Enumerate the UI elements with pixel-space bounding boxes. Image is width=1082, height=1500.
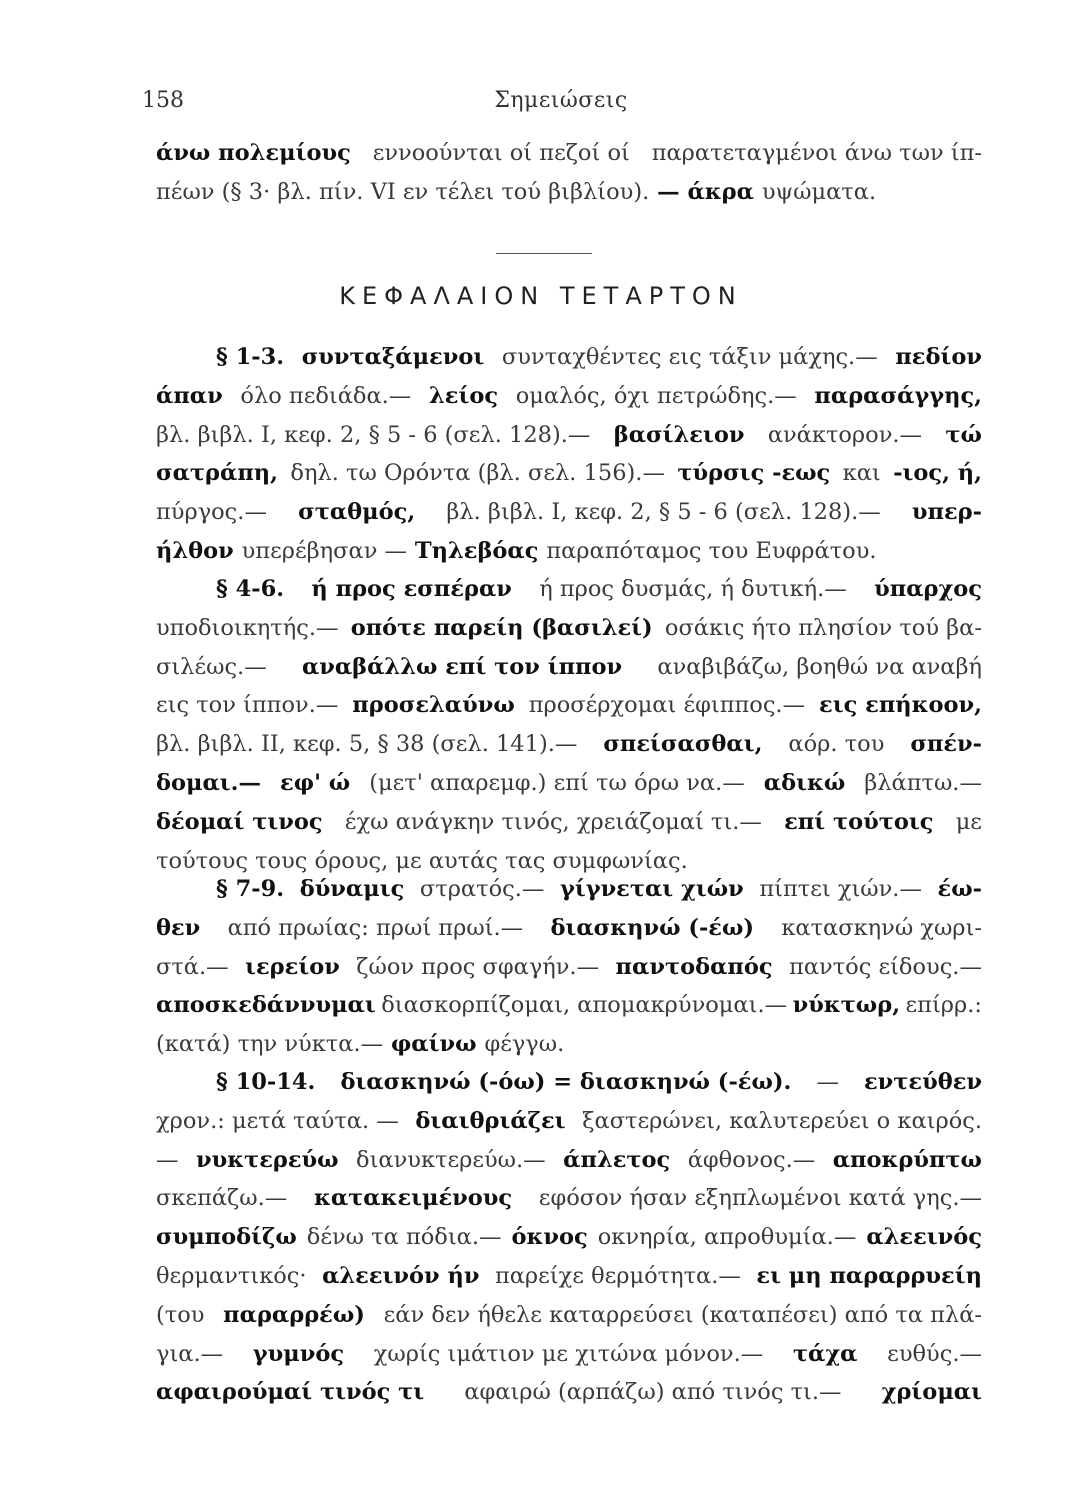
gloss: προσέρχομαι έφιππος.— <box>528 692 806 719</box>
gloss: ομαλός, όχι πετρώδης.— <box>515 382 797 409</box>
lemma: αποκρύπτω <box>832 1146 982 1173</box>
lemma: § 4-6. <box>216 576 285 602</box>
lemma: αδικώ <box>763 769 846 796</box>
gloss: βλ. βιβλ. II, κεφ. 5, § 38 (σελ. 141).— <box>156 731 578 758</box>
lemma: ήλθον <box>156 537 234 564</box>
text-line <box>156 570 982 609</box>
text-line <box>156 764 982 803</box>
text-line <box>156 986 982 1025</box>
gloss: στρατός.— <box>419 876 545 902</box>
section-7-9 <box>156 870 982 1064</box>
gloss: παραπόταμος του Ευφράτου. <box>546 537 877 564</box>
gloss: παρείχε θερμότητα.— <box>494 1262 741 1289</box>
gloss: διανυκτερεύω.— <box>356 1146 546 1173</box>
lemma: άπαν <box>156 382 223 409</box>
gloss: — <box>156 1146 179 1173</box>
lemma: παντοδαπός <box>615 953 773 980</box>
chapter-title: ΚΕΦΑΛΑΙΟΝ ΤΕΤΑΡΤΟΝ <box>339 282 743 310</box>
lemma: — άκρα <box>657 178 754 205</box>
gloss: εάν δεν ήθελε καταρρεύσει (καταπέσει) από τα πλά- <box>383 1301 982 1328</box>
lemma: σταθμός, <box>298 499 416 526</box>
lemma: γυμνός <box>252 1340 345 1367</box>
section-4-6 <box>156 570 982 880</box>
gloss: εφόσον ήσαν εξηπλωμένοι κατά γης.— <box>538 1185 982 1212</box>
text-line <box>156 1179 982 1218</box>
lemma: άνω πολεμίους <box>156 140 351 166</box>
gloss: συνταχθέντες εις τάξιν μάχης.— <box>501 344 878 370</box>
gloss: για.— <box>156 1340 224 1367</box>
lemma: εφ' ώ <box>280 769 351 796</box>
gloss: υψώματα. <box>761 178 877 205</box>
lemma: αφαιρούμαί τινός τι <box>156 1379 425 1406</box>
lemma: εις επήκοον, <box>819 692 982 719</box>
text-line <box>156 948 982 987</box>
gloss: οσάκις ήτο πλησίον τού βα- <box>664 614 982 641</box>
lemma: συνταξάμενοι <box>301 344 485 370</box>
gloss: αφαιρώ (αρπάζω) από τινός τι.— <box>464 1379 842 1406</box>
lemma: διασκηνώ (-έω) <box>550 914 755 941</box>
gloss: τούτους τους όρους, με αυτάς τας συμφωνίας. <box>156 847 688 874</box>
lemma: νυκτερεύω <box>195 1146 339 1173</box>
lemma: γίγνεται χιών <box>559 876 744 902</box>
lemma: Τηλεβόας <box>414 537 539 564</box>
gloss: σιλέως.— <box>156 653 267 680</box>
gloss: διασκορπίζομαι, απομακρύνομαι.— <box>381 992 788 1019</box>
lemma: πεδίον <box>895 344 982 370</box>
gloss: αναβιβάζω, βοηθώ να αναβή <box>657 653 982 680</box>
gloss: βλ. βιβλ. I, κεφ. 2, § 5 - 6 (σελ. 128).— <box>446 499 881 526</box>
lemma: άπλετος <box>563 1146 671 1173</box>
gloss: στά.— <box>156 953 229 980</box>
lemma: δέομαί τινος <box>156 808 323 835</box>
gloss: αόρ. του <box>788 731 885 758</box>
gloss: (του <box>156 1301 205 1328</box>
lemma: συμποδίζω <box>156 1224 297 1251</box>
running-head: Σημειώσεις <box>494 88 628 113</box>
gloss: βλάπτω.— <box>864 769 982 796</box>
gloss: δένω τα πόδια.— <box>306 1224 502 1251</box>
text-line <box>156 648 982 687</box>
text-line <box>156 493 982 532</box>
text-line <box>156 1025 982 1064</box>
gloss: πέων (§ 3· βλ. πίν. VI εν τέλει τού βιβλίου). <box>156 178 650 205</box>
text-line <box>156 870 982 909</box>
lemma: προσελαύνω <box>352 692 515 719</box>
text-line <box>156 454 982 493</box>
lemma: υπερ- <box>911 499 982 526</box>
gloss: άφθονος.— <box>687 1146 816 1173</box>
lemma: σατράπη, <box>156 460 278 487</box>
section-1-3 <box>156 338 982 571</box>
text-line <box>156 1335 982 1374</box>
gloss: ξαστερώνει, καλυτερεύει ο καιρός. <box>582 1107 982 1134</box>
gloss: — <box>816 1069 839 1095</box>
gloss: πίπτει χιών.— <box>759 876 922 902</box>
text-line <box>156 803 982 842</box>
lemma: εντεύθεν <box>863 1069 982 1095</box>
text-line <box>156 338 982 377</box>
text-line <box>156 1102 982 1141</box>
gloss: όλο πεδιάδα.— <box>240 382 412 409</box>
lemma: δύναμις <box>299 876 405 902</box>
lemma: ει μη παραρρυείη <box>756 1262 982 1289</box>
gloss: εννοούνται οί πεζοί οί <box>372 140 630 166</box>
gloss: ζώον προς σφαγήν.— <box>356 953 600 980</box>
gloss: χωρίς ιμάτιον με χιτώνα μόνον.— <box>373 1340 764 1367</box>
lemma: ύπαρχος <box>874 576 982 602</box>
text-line <box>156 909 982 948</box>
lemma: τάχα <box>792 1340 858 1367</box>
text-line <box>156 416 982 455</box>
text-line <box>156 1063 982 1102</box>
lemma: αναβάλλω επί τον ίππον <box>301 653 623 680</box>
lemma: όκνος <box>511 1224 588 1251</box>
gloss: ή προς δυσμάς, ή δυτική.— <box>539 576 847 602</box>
section-10-14 <box>156 1063 982 1412</box>
gloss: ευθύς.— <box>887 1340 982 1367</box>
gloss: υπερέβησαν — <box>241 537 408 564</box>
lemma: § 1-3. <box>216 344 285 370</box>
gloss: φέγγω. <box>484 1031 565 1058</box>
page-header <box>142 88 980 122</box>
text-line <box>156 1141 982 1180</box>
text-line <box>156 173 982 212</box>
lemma: λείος <box>429 382 499 409</box>
text-line <box>156 1373 982 1412</box>
lemma: επί τούτοις <box>784 808 934 835</box>
text-line <box>156 725 982 764</box>
gloss: επίρρ.: <box>905 992 982 1019</box>
gloss: παντός είδους.— <box>789 953 982 980</box>
gloss: (μετ' απαρεμφ.) επί τω όρω να.— <box>369 769 745 796</box>
lemma: θεν <box>156 914 201 941</box>
gloss: χρον.: μετά ταύτα. — <box>156 1107 399 1134</box>
gloss: παρατεταγμένοι άνω των ίπ- <box>651 140 982 166</box>
lemma: τύρσις -εως <box>677 460 831 487</box>
lemma: βασίλειον <box>613 421 745 448</box>
lemma: κατακειμένους <box>313 1185 513 1212</box>
lemma: § 7-9. <box>216 876 285 902</box>
lemma: διασκηνώ (-όω) = διασκηνώ (-έω). <box>340 1069 792 1095</box>
lemma: αποσκεδάννυμαι <box>156 992 376 1019</box>
lemma: δομαι.— <box>156 769 262 796</box>
gloss: κατασκηνώ χωρι- <box>781 914 982 941</box>
gloss: πύργος.— <box>156 499 267 526</box>
gloss: υποδιοικητής.— <box>156 614 339 641</box>
gloss: δηλ. τω Ορόντα (βλ. σελ. 156).— <box>290 460 665 487</box>
gloss: με <box>955 808 982 835</box>
gloss: βλ. βιβλ. I, κεφ. 2, § 5 - 6 (σελ. 128).— <box>156 421 591 448</box>
lemma: σπείσασθαι, <box>603 731 763 758</box>
text-line <box>156 1296 982 1335</box>
lemma: παρασάγγης, <box>814 382 982 409</box>
lemma: φαίνω <box>390 1031 477 1058</box>
page-number: 158 <box>142 88 184 113</box>
lemma: νύκτωρ, <box>792 992 901 1019</box>
lemma: σπέν- <box>910 731 982 758</box>
gloss: και <box>842 460 881 487</box>
lemma: τώ <box>945 421 982 448</box>
gloss: σκεπάζω.— <box>156 1185 288 1212</box>
lemma: αλεεινόν ήν <box>322 1262 480 1289</box>
gloss: από πρωίας: πρωί πρωί.— <box>227 914 524 941</box>
lemma: § 10-14. <box>216 1069 316 1095</box>
text-line <box>156 686 982 725</box>
lemma: οπότε παρείη (βασιλεί) <box>350 614 653 641</box>
lemma: ιερείον <box>245 953 340 980</box>
gloss: έχω ανάγκην τινός, χρειάζομαί τι.— <box>344 808 762 835</box>
text-line <box>156 532 982 571</box>
section-divider <box>496 253 592 254</box>
text-line <box>156 609 982 648</box>
lemma: -ιος, ή, <box>893 460 982 487</box>
gloss: ανάκτορον.— <box>767 421 923 448</box>
text-line <box>156 1218 982 1257</box>
lemma: διαιθριάζει <box>415 1107 566 1134</box>
gloss: θερμαντικός· <box>156 1262 307 1289</box>
intro-paragraph <box>156 134 982 212</box>
gloss: οκνηρία, απροθυμία.— <box>597 1224 857 1251</box>
text-line <box>156 134 982 173</box>
text-line <box>156 377 982 416</box>
lemma: χρίομαι <box>881 1379 982 1406</box>
lemma: έω- <box>937 876 982 902</box>
lemma: ή προς εσπέραν <box>311 576 512 602</box>
lemma: αλεεινός <box>866 1224 982 1251</box>
gloss: εις τον ίππον.— <box>156 692 339 719</box>
lemma: παραρρέω) <box>223 1301 365 1328</box>
text-line <box>156 1257 982 1296</box>
gloss: (κατά) την νύκτα.— <box>156 1031 384 1058</box>
